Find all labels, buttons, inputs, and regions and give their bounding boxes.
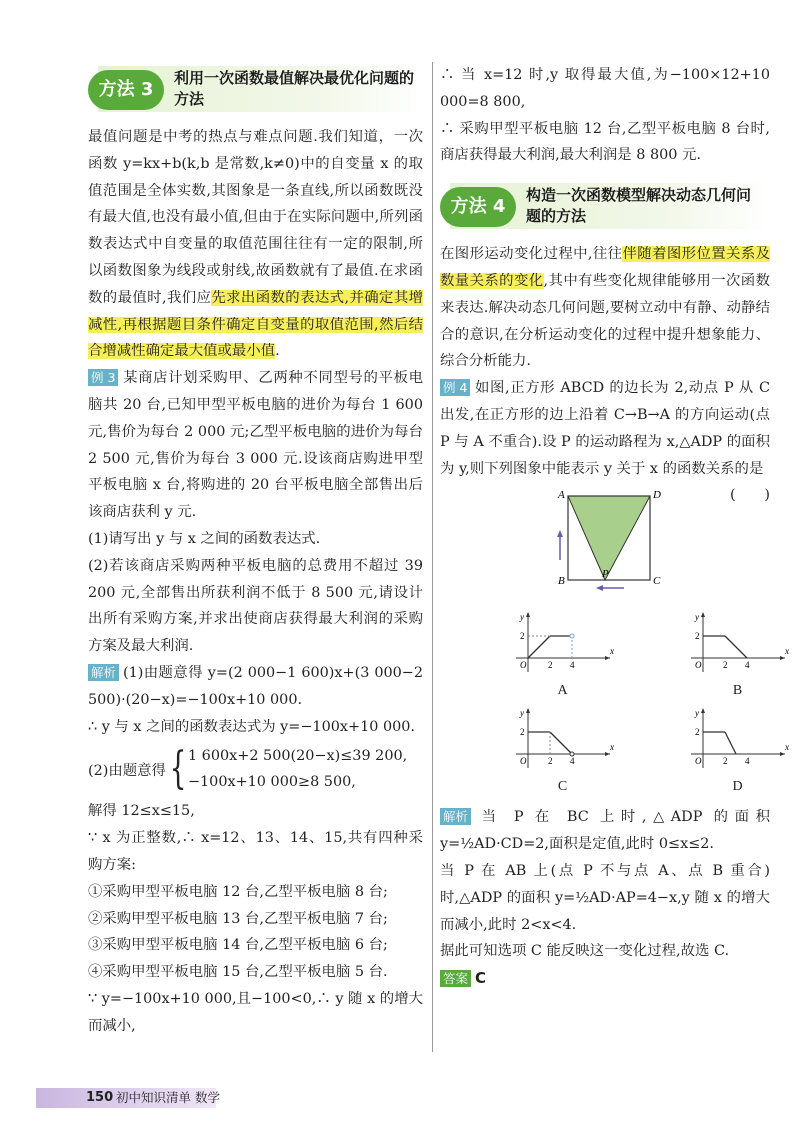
svg-text:x: x (785, 742, 789, 753)
graph-b-label: B (732, 683, 743, 699)
example3-tag: 例 3 (88, 369, 118, 386)
intro4-highlight: 伴随着图形位置关系及数量关系的变化 (440, 246, 770, 289)
system-prefix: (2)由题意得 (88, 762, 166, 779)
left-brace: { (169, 743, 187, 795)
svg-text:4: 4 (745, 660, 750, 671)
method3-title: 利用一次函数最值解决最优化问题的方法 (174, 69, 415, 108)
answer-blank: ( ) (729, 487, 770, 504)
inequality-system (88, 740, 423, 798)
example3-question (88, 365, 423, 526)
plan-4: ④采购甲型平板电脑 15 台,乙型平板电脑 5 台. (88, 964, 388, 981)
svg-text:O: O (520, 756, 527, 767)
label-D: D (653, 489, 661, 502)
plan-2: ②采购甲型平板电脑 13 台,乙型平板电脑 7 台; (88, 910, 388, 927)
graph-option-c (490, 706, 635, 796)
svg-text:4: 4 (745, 756, 750, 767)
solution3-s4: 解得 12≤x≤15, (88, 803, 195, 820)
method4-badge: 方法 4 (440, 187, 516, 227)
svg-text:O: O (695, 756, 702, 767)
solution3-s5: ∵ x 为正整数,∴ x=12、13、14、15,共有四种采购方案: (88, 830, 423, 873)
svg-text:y: y (695, 708, 699, 719)
svg-text:x: x (610, 742, 614, 753)
svg-text:2: 2 (520, 631, 525, 642)
example3-q2: (2)若该商店采购两种平板电脑的总费用不超过 39 200 元,全部售出所获利润不低于 8 500 元,请设计出所有采购方案,并求出使商店获得最大利润的采购方案及最大利润. (88, 557, 423, 655)
graph-option-d (665, 706, 800, 796)
graph-b-plot (685, 610, 790, 678)
answer-value: C (475, 969, 487, 988)
svg-text:2: 2 (548, 756, 553, 767)
right-column (440, 62, 789, 993)
svg-text:4: 4 (570, 660, 575, 671)
svg-text:2: 2 (695, 631, 700, 642)
method3-badge: 方法 3 (88, 70, 164, 110)
solution3-s1 (88, 660, 423, 714)
solution3-tag: 解析 (88, 664, 119, 681)
svg-text:4: 4 (570, 756, 575, 767)
solution4-s2: 当 P 在 AB 上(点 P 不与点 A、点 B 重合)时,△ADP 的面积 y=½AD·AP=4−x,y 随 x 的增大而减小,此时 2<x<4. (440, 862, 770, 933)
answer-tag: 答案 (440, 970, 471, 987)
label-A: A (558, 489, 565, 502)
intro4-text-b: ,其中有些变化规律能够用一次函数来表达.解决动态几何问题,要树立动中有静、动静结合的意识,在分析运动变化的过程中提升想象能力、综合分析能力. (440, 272, 770, 370)
intro4-text-a: 在图形运动变化过程中,往往 (440, 246, 623, 263)
svg-text:x: x (610, 646, 614, 657)
svg-text:y: y (520, 708, 524, 719)
solution4-s1 (440, 804, 770, 858)
graph-option-b (665, 610, 800, 700)
solution3-s8: ∴ 采购甲型平板电脑 12 台,乙型平板电脑 8 台时,商店获得最大利润,最大利润是 8 800 元. (440, 120, 770, 164)
graph-c-plot (510, 706, 615, 774)
plan-3: ③采购甲型平板电脑 14 台,乙型平板电脑 6 台; (88, 937, 388, 954)
method3-header (88, 62, 423, 118)
system-rows (188, 743, 407, 795)
arrow-up-head (557, 530, 563, 537)
svg-text:2: 2 (723, 660, 728, 671)
solution3-s6: ∵ y=−100x+10 000,且−100<0,∴ y 随 x 的增大而减小, (88, 990, 423, 1034)
solution4-tag: 解析 (440, 808, 471, 825)
column-divider (432, 62, 433, 1052)
label-C: C (653, 575, 661, 588)
svg-text:2: 2 (548, 660, 553, 671)
svg-text:2: 2 (723, 756, 728, 767)
method4-intro (440, 241, 770, 375)
book-title: 初中知识清单 数学 (116, 1090, 220, 1105)
answer-line (440, 965, 770, 993)
solution4-s1-text: 当 P 在 BC 上时,△ADP 的面积 y=½AD·CD=2,面积是定值,此时 0≤x≤2. (440, 809, 770, 853)
graph-option-a (490, 610, 635, 700)
answer-graphs (490, 610, 789, 796)
graph-c-label: C (557, 779, 568, 795)
system-row-1: 1 600x+2 500(20−x)≤39 200, (187, 748, 408, 765)
graph-d-plot (685, 706, 790, 774)
example4-tag: 例 4 (440, 379, 470, 396)
page-number: 150 (86, 1090, 114, 1105)
svg-text:2: 2 (695, 727, 700, 738)
solution3-s1-text: (1)由题意得 y=(2 000−1 600)x+(3 000−2 500)·(20−x)=−100x+10 000. (88, 664, 423, 708)
system-row-2: −100x+10 000≥8 500, (187, 774, 356, 791)
example3-q1: (1)请写出 y 与 x 之间的函数表达式. (88, 530, 321, 547)
intro-text-a: 最值问题是中考的热点与难点问题.我们知道，一次函数 y=kx+b(k,b 是常数,k≠0)中的自变量 x 的取值范围是全体实数,其图象是一条直线,所以函数既没有最大值,也没有最小值,但由于在实际问题中,所列函数表达式中自变量的取值范围往往有一定的限制,所以函数图象为线段或射线,故函数就有了最值.在求函数的最值时,我们应 (88, 129, 423, 306)
solution4-s3: 据此可知选项 C 能反映这一变化过程,故选 C. (440, 943, 730, 960)
graph-a-label: A (557, 683, 568, 699)
label-P: P (602, 568, 609, 581)
intro-highlight: 先求出函数的表达式,并确定其增减性,再根据题目条件确定自变量的取值范围,然后结合增减性确定最大值或最小值 (88, 289, 424, 360)
page-footer (36, 1088, 220, 1108)
square-figure (552, 488, 662, 600)
example4-question (440, 375, 770, 504)
method4-title: 构造一次函数模型解决动态几何问题的方法 (526, 186, 752, 226)
left-column (88, 62, 423, 1040)
svg-text:y: y (695, 612, 699, 623)
label-B: B (558, 575, 565, 588)
graph-a-plot (510, 610, 615, 678)
method3-intro (88, 124, 423, 365)
plan-1: ①采购甲型平板电脑 12 台,乙型平板电脑 8 台; (88, 883, 388, 900)
arrow-left-head (596, 585, 603, 591)
svg-text:O: O (520, 660, 527, 671)
graph-d-label: D (732, 779, 743, 795)
solution3-s2: ∴ y 与 x 之间的函数表达式为 y=−100x+10 000. (88, 718, 415, 735)
triangle-adp (568, 496, 650, 580)
svg-text:O: O (695, 660, 702, 671)
svg-text:2: 2 (520, 727, 525, 738)
svg-text:x: x (785, 646, 789, 657)
example4-text: 如图,正方形 ABCD 的边长为 2,动点 P 从 C 出发,在正方形的边上沿着 C→B→A 的方向运动(点 P 与 A 不重合).设 P 的运动路程为 x,△ADP 的面积为 y,则下列图象中能表示 y 关于 x 的函数关系的是 (440, 380, 770, 477)
intro-text-b: . (275, 343, 280, 360)
example3-text: 某商店计划采购甲、乙两种不同型号的平板电脑共 20 台,已知甲型平板电脑的进价为每台 1 600 元,售价为每台 2 000 元;乙型平板电脑的进价为每台 2 500 元,售价为每台 3 000 元.设该商店购进甲型平板电脑 x 台,将购进的 20 台平板电脑全部售出后该商店获利 y 元. (88, 370, 423, 521)
method4-header (440, 179, 770, 235)
svg-text:y: y (520, 612, 524, 623)
solution3-s7: ∴ 当 x=12 时,y 取得最大值,为−100×12+10 000=8 800, (440, 67, 770, 110)
